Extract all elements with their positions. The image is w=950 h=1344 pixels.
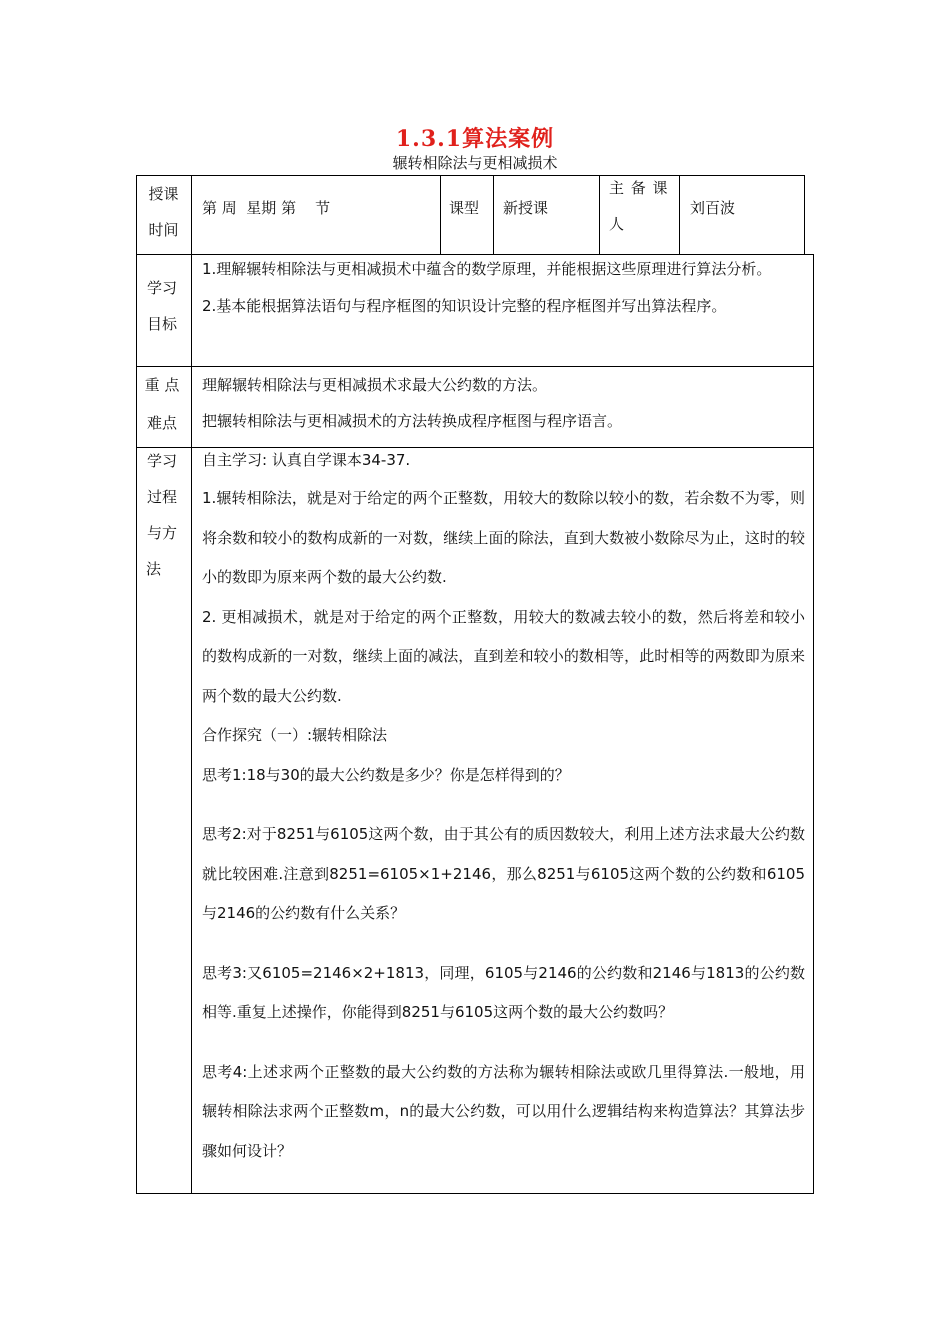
explore-heading: 合作探究（一）:辗转相除法: [202, 726, 388, 744]
think-2: 思考2:对于8251与6105这两个数，由于其公有的质因数较大，利用上述方法求最大公约数就比较困难.注意到8251=6105×1+2146，那么8251与6105这两个数的公约数和6105与2146的公约数有什么关系？: [202, 825, 805, 922]
process-label: [142, 443, 182, 587]
process-label-line-1: 学习: [146, 452, 177, 470]
key-points-label: [142, 366, 182, 442]
key-points-label-line-2: 难点: [146, 414, 177, 432]
type-label: 课型: [449, 199, 480, 217]
goal-item-2: 2.基本能根据算法语句与程序框图的知识设计完整的程序框图并写出算法程序。: [202, 297, 727, 315]
goals-label: [142, 270, 182, 342]
key-point-1: 理解辗转相除法与更相减损术求最大公约数的方法。: [202, 376, 548, 394]
process-label-line-3: 与方: [146, 524, 177, 542]
key-points-label-line-1: 重 点: [144, 376, 180, 394]
time-label-line-1: 授课: [148, 185, 179, 203]
process-label-line-4: 法: [146, 560, 162, 578]
key-points-content: [202, 367, 805, 439]
time-label-line-2: 时间: [148, 221, 179, 239]
key-point-2: 把辗转相除法与更相减损术的方法转换成程序框图与程序语言。: [202, 412, 623, 430]
goal-item-1: 1.理解辗转相除法与更相减损术中蕴含的数学原理，并能根据这些原理进行算法分析。: [202, 260, 772, 278]
goals-content: [202, 251, 805, 325]
think-3: 思考3:又6105=2146×2+1813，同理，6105与2146的公约数和2146与1813的公约数相等.重复上述操作，你能得到8251与6105这两个数的最大公约数吗？: [202, 963, 805, 1021]
teacher-label: [609, 170, 675, 242]
process-label-line-2: 过程: [146, 488, 177, 506]
goals-label-line-2: 目标: [146, 315, 177, 333]
type-value: 新授课: [503, 199, 549, 217]
teacher-value: 刘百波: [690, 199, 736, 217]
time-label: [136, 175, 191, 248]
think-4: 思考4:上述求两个正整数的最大公约数的方法称为辗转相除法或欧几里得算法.一般地，用辗转相除法求两个正整数m，n的最大公约数，可以用什么逻辑结构来构造算法？其算法步骤如何设计？: [202, 1062, 805, 1160]
teacher-label-line-1: 主 备 课: [609, 179, 669, 197]
process-content: [202, 441, 805, 1171]
document-title: 1.3.1算法案例: [395, 126, 555, 152]
self-study-line: 自主学习: 认真自学课本34-37.: [202, 451, 411, 469]
time-value: 第 周 星期 第 节: [202, 199, 331, 217]
teacher-label-line-2: 人: [609, 215, 625, 233]
think-1: 思考1:18与30的最大公约数是多少？你是怎样得到的？: [202, 765, 570, 784]
document-subtitle: 辗转相除法与更相减损术: [392, 154, 558, 172]
method-2-paragraph: 2. 更相减损术，就是对于给定的两个正整数，用较大的数减去较小的数，然后将差和较小的数构成新的一对数，继续上面的减法，直到差和较小的数相等，此时相等的两数即为原来两个数的最大公约数.: [202, 607, 805, 705]
goals-label-line-1: 学习: [146, 279, 177, 297]
method-1-paragraph: 1.辗转相除法，就是对于给定的两个正整数，用较大的数除以较小的数，若余数不为零，则将余数和较小的数构成新的一对数，继续上面的除法，直到大数被小数除尽为止，这时的较小的数即为原来两个数的最大公约数.: [202, 489, 805, 586]
